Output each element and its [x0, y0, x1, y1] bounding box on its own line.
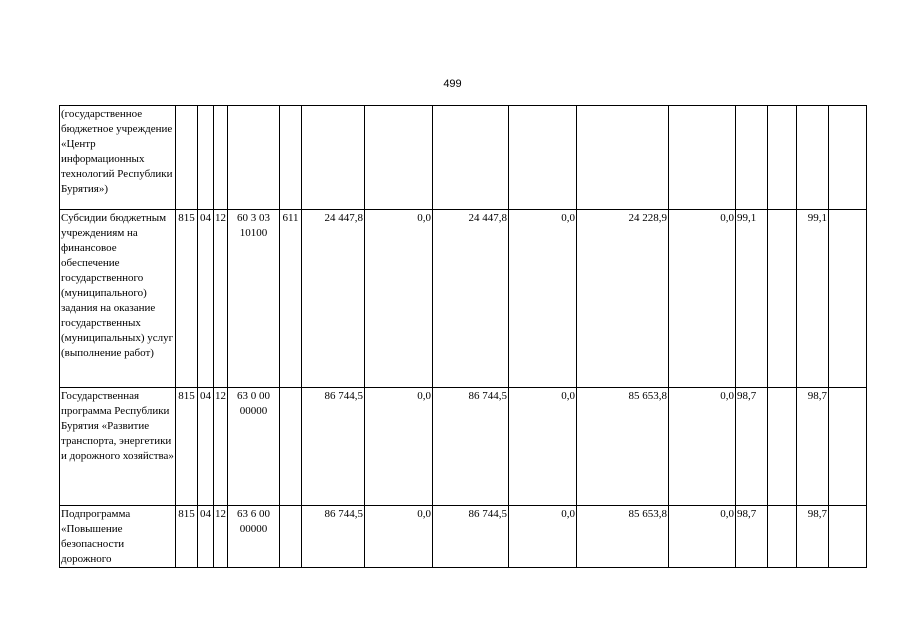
- value-cell: 0,0: [365, 388, 433, 506]
- expense-type-cell: [280, 106, 302, 210]
- value-cell: [509, 106, 577, 210]
- row-name-cell: Подпрограмма «Повышение безопасности дорожного: [60, 506, 176, 568]
- value-cell: 24 447,8: [302, 210, 365, 388]
- target-article-cell: [228, 106, 280, 210]
- value-cell: 86 744,5: [302, 506, 365, 568]
- row-name-cell: (государственное бюджетное учреждение «Центр информационных технологий Республики Бурятия»): [60, 106, 176, 210]
- value-cell: [768, 388, 797, 506]
- value-cell: 0,0: [509, 210, 577, 388]
- table-row: [60, 506, 867, 568]
- value-cell: 0,0: [669, 210, 736, 388]
- table-row: [60, 388, 867, 506]
- value-cell: 0,0: [669, 388, 736, 506]
- section-cell: 04: [198, 506, 214, 568]
- value-cell: [768, 210, 797, 388]
- percent-cell: [797, 106, 829, 210]
- value-cell: 85 653,8: [577, 506, 669, 568]
- value-cell: [302, 106, 365, 210]
- value-cell: [365, 106, 433, 210]
- value-cell: [829, 210, 867, 388]
- row-name-cell: Государственная программа Республики Бурятия «Развитие транспорта, энергетики и дорожного хозяйства»: [60, 388, 176, 506]
- value-cell: 0,0: [509, 506, 577, 568]
- value-cell: [829, 506, 867, 568]
- section-cell: [198, 106, 214, 210]
- grbs-cell: 815: [176, 506, 198, 568]
- value-cell: 86 744,5: [302, 388, 365, 506]
- section-cell: 04: [198, 388, 214, 506]
- table-row: [60, 106, 867, 210]
- value-cell: 86 744,5: [433, 388, 509, 506]
- value-cell: 0,0: [365, 506, 433, 568]
- percent-cell: 98,7: [736, 506, 768, 568]
- value-cell: [669, 106, 736, 210]
- subsection-cell: 12: [214, 210, 228, 388]
- value-cell: 0,0: [669, 506, 736, 568]
- percent-cell: 99,1: [797, 210, 829, 388]
- expense-type-cell: 611: [280, 210, 302, 388]
- expense-type-cell: [280, 506, 302, 568]
- value-cell: 0,0: [365, 210, 433, 388]
- value-cell: 0,0: [509, 388, 577, 506]
- value-cell: [433, 106, 509, 210]
- subsection-cell: [214, 106, 228, 210]
- value-cell: 86 744,5: [433, 506, 509, 568]
- value-cell: [829, 106, 867, 210]
- budget-table: [59, 105, 867, 568]
- expense-type-cell: [280, 388, 302, 506]
- grbs-cell: [176, 106, 198, 210]
- value-cell: 85 653,8: [577, 388, 669, 506]
- value-cell: 24 447,8: [433, 210, 509, 388]
- value-cell: [577, 106, 669, 210]
- value-cell: [829, 388, 867, 506]
- page-number: 499: [443, 78, 462, 90]
- grbs-cell: 815: [176, 388, 198, 506]
- table-row: [60, 210, 867, 388]
- percent-cell: 98,7: [736, 388, 768, 506]
- subsection-cell: 12: [214, 506, 228, 568]
- row-name-cell: Субсидии бюджетным учреждениям на финансовое обеспечение государственного (муниципального) задания на оказание государственных (муниципальных) услуг (выполнение работ): [60, 210, 176, 388]
- target-article-cell: 63 6 00 00000: [228, 506, 280, 568]
- percent-cell: 98,7: [797, 388, 829, 506]
- section-cell: 04: [198, 210, 214, 388]
- value-cell: [768, 106, 797, 210]
- value-cell: 24 228,9: [577, 210, 669, 388]
- percent-cell: 98,7: [797, 506, 829, 568]
- grbs-cell: 815: [176, 210, 198, 388]
- target-article-cell: 63 0 00 00000: [228, 388, 280, 506]
- subsection-cell: 12: [214, 388, 228, 506]
- percent-cell: [736, 106, 768, 210]
- percent-cell: 99,1: [736, 210, 768, 388]
- value-cell: [768, 506, 797, 568]
- target-article-cell: 60 3 03 10100: [228, 210, 280, 388]
